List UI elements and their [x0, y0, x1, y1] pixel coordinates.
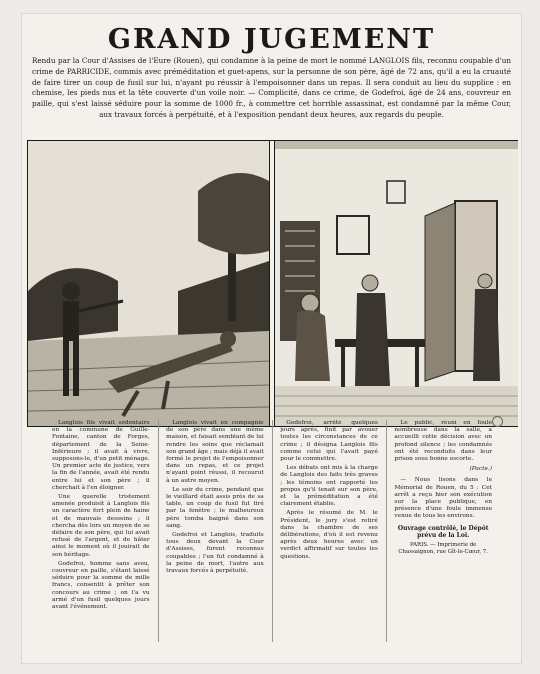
broadsheet-page: [22, 14, 521, 663]
column-paragraph: Une querelle tristement amenée produisit à Langlois fils un caractère fort plein de haine et de mauvais desseins ; il chercha dès lors un moyen de se défaire de son père, qui lui avait refusé de l'argent, et de hâter ainsi le moment où il jouirait de son héritage.: [52, 494, 150, 558]
woodcut-illustrations: [27, 140, 518, 427]
column-paragraph: Les débats ont mis à la charge de Langlois des faits très graves ; les témoins ont rapporté les propos qu'il tenait sur son père, et la préméditation a été clairement établie.: [280, 465, 378, 508]
article-column-1: [52, 420, 150, 642]
column-divider: [386, 420, 387, 642]
source-note: (Pacte.): [469, 466, 492, 473]
intro-paragraph: Rendu par la Cour d'Assises de l'Eure (Rouen), qui condamne à la peine de mort le nommé LANGLOIS fils, reconnu coupable d'un crime de PARRICIDE, commis avec préméditation et guet-apens, sur la personne de son père, âgé de 72 ans, qu'il a eu la cruauté de faire tirer un coup de fusil sur lui, n'ayant pu réussir à l'empoisonner dans un repas. Il sera conduit au lieu du supplice : en chemise, les pieds nus et la tête couverte d'un voile noir. — Complicité, dans ce crime, de Godefroi, âgé de 24 ans, couvreur en paille, qui s'est laissé séduire pour la somme de 1000 fr., à commettre cet horrible assassinat, est condamné par la même Cour, aux travaux forcés à perpétuité, et à l'exposition pendant deux heures, aux regards du peuple.: [32, 56, 511, 119]
page-title: GRAND JUGEMENT: [107, 24, 436, 55]
interior-scene-drawing: [275, 141, 518, 426]
woodcut-murder-scene: [28, 141, 270, 426]
column-paragraph: Godefroi et Langlois, traduits tous deux devant la Cour d'Assises, furent reconnus coupables ; l'un fut condamné à la peine de mort, l'autre aux travaux forcés à perpétuité.: [166, 532, 264, 575]
collection-stamp: [492, 416, 503, 427]
article-column-2: [166, 420, 264, 642]
publisher-line: Ouvrage contrôlé, le Dépôt prévu de la Loi.: [397, 524, 489, 539]
column-divider: [158, 420, 159, 642]
column-paragraph: Après le résumé de M. le Président, le jury s'est retiré dans la chambre de ses délibérations, d'où il est revenu après deux heures avec un verdict affirmatif sur toutes les questions.: [280, 510, 378, 560]
column-paragraph: Godefroi, arrêté quelques jours après, finit par avouer toutes les circonstances de ce crime ; il désigna Langlois fils comme celui qui l'avait payé pour le commettre.: [280, 420, 378, 463]
column-paragraph: Le public, réuni en foule nombreuse dans la salle, a accueilli cette décision avec un profond silence ; les condamnés ont été reconduits dans leur prison sous bonne escorte.: [394, 420, 492, 463]
column-paragraph: Langlois fils vivait sédentaire en la commune de Guille-Fontaine, canton de Forges, département de la Seine-Inférieure ; il avait à vivre, supposons-le, d'un petit ménage. Un premier acte de justice, vers la fin de l'année, avait été rendu entre lui et son père ; il cherchait à l'en éloigner.: [52, 420, 150, 491]
woodcut-interior-scene: [274, 141, 518, 426]
nb-paragraph: — Nous lisons dans le Mémorial de Rouen, du 5 : Cet arrêt a reçu hier son exécution sur la place publique, en présence d'une foule immense venue de tous les environs.: [394, 477, 492, 520]
printer-line: PARIS. — Imprimerie de Chassaignon, rue Gît-le-Cœur, 7.: [398, 542, 488, 556]
murder-scene-drawing: [28, 141, 269, 426]
column-divider: [272, 420, 273, 642]
column-paragraph: Langlois vivait en compagnie de son père dans une même maison, et faisait semblant de lui rendre les soins que réclamait son grand âge ; mais déjà il avait formé le projet de l'empoisonner dans un repas, et ce projet n'ayant point réussi, il recourut à un autre moyen.: [166, 420, 264, 484]
article-column-4: [394, 420, 492, 642]
column-paragraph: Le soir du crime, pendant que le vieillard était assis près de sa table, un coup de fusil fut tiré par la fenêtre ; le malheureux père tomba baigné dans son sang.: [166, 486, 264, 529]
column-paragraph: Godefroi, homme sans aveu, couvreur en paille, s'étant laissé séduire pour la somme de mille francs, consentit à prêter son concours au crime ; on l'a vu armé d'un fusil quelques jours avant l'événement.: [52, 560, 150, 611]
article-column-3: [280, 420, 378, 642]
article-columns: [52, 420, 492, 642]
